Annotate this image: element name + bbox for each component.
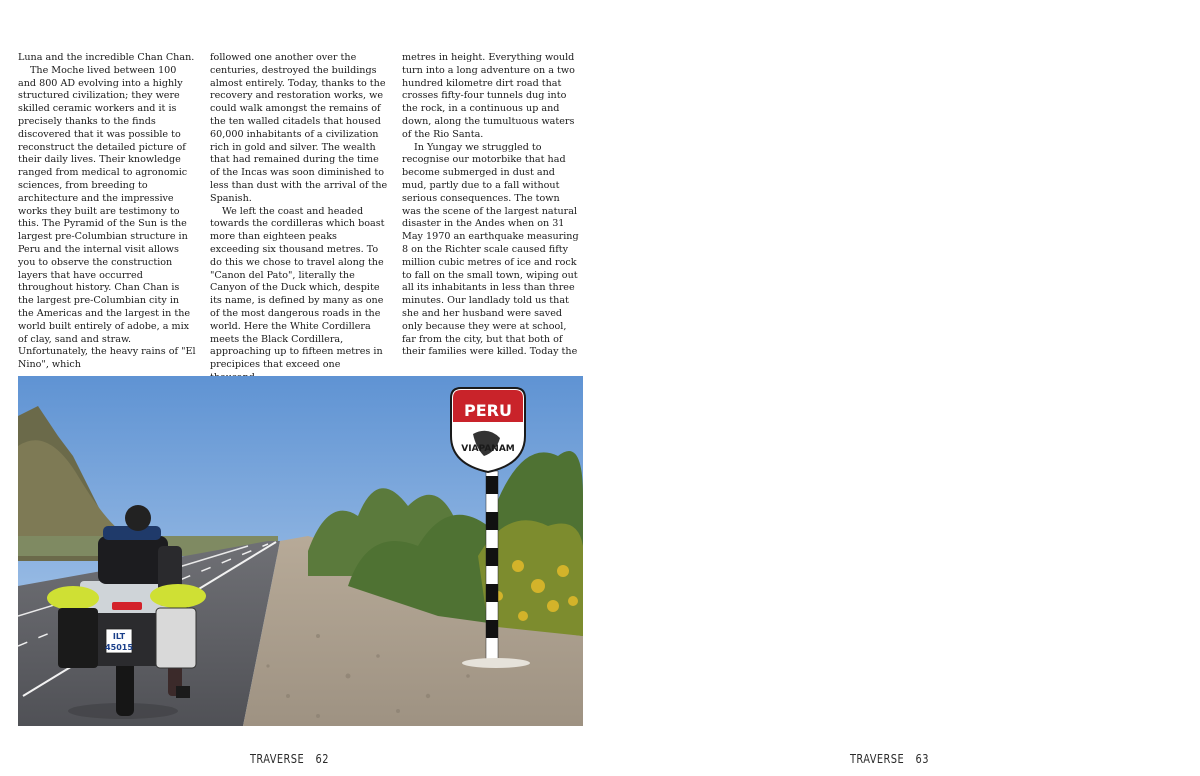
magazine-name: TRAVERSE (850, 752, 905, 766)
sign-top-text: PERU (464, 401, 512, 420)
plate-top-text: ILT (112, 632, 126, 641)
paragraph: The Moche lived between 100 and 800 AD evolving into a highly structured civilization; they were skilled ceramic workers and it is precisely thanks to the finds discovered that it was possible to reconstruct the detailed picture of their daily lives. Their knowledge ranged from medical to agronomic sciences, from breeding to architecture and the impressive works they built are testimony to this. The Pyramid of the Sun is the largest pre-Columbian structure in Peru and the internal visit allows you to observe the construction layers that have occurred throughout history. Chan Chan is the largest pre-Columbian city in the Americas and the largest in the world built entirely of adobe, a mix of clay, sand and straw. Unfortunately, the heavy rains of "El Nino", which (18, 64, 196, 371)
magazine-name: TRAVERSE (250, 752, 305, 766)
text-column-1 (18, 52, 196, 372)
motorbike-roadside-illustration (18, 376, 583, 726)
paragraph: followed one another over the centuries, destroyed the buildings almost entirely. Today, thanks to the recovery and restoration works, we could walk amongst the remains of the ten walled citadels that housed 60,000 inhabitants of a civilization rich in gold and silver. The wealth that had remained during the time of the Incas was soon diminished to less than dust with the arrival of the Spanish. (210, 52, 388, 204)
folio-left (250, 752, 329, 766)
plate-bottom-text: 45015 (105, 643, 133, 652)
page-number: 62 (315, 752, 329, 766)
folio-right (850, 752, 929, 766)
right-page (600, 0, 1200, 776)
sign-bottom-text: VIAPANAM (461, 444, 515, 454)
article-body (18, 52, 584, 371)
motorbike-roadside-photo (18, 376, 583, 726)
page-number: 63 (915, 752, 929, 766)
paragraph: In Yungay we struggled to recognise our motorbike that had become submerged in dust and mud, partly due to a fall without serious consequences. The town was the scene of the largest natural disaster in the Andes when on 31 May 1970 an earthquake measuring 8 on the Richter scale caused fifty million cubic metres of ice and rock to fall on the small town, wiping out all its inhabitants in less than three minutes. Our landlady told us that she and her husband were saved only because they were at school, far from the city, but that both of their families were killed. Today the (402, 141, 579, 358)
paragraph: We left the coast and headed towards the cordilleras which boast more than eighteen peaks exceeding six thousand metres. To do this we chose to travel along the "Canon del Pato", literally the Canyon of the Duck which, despite its name, is defined by many as one of the most dangerous roads in the world. Here the White Cordillera meets the Black Cordillera, approaching up to fifteen metres in precipices that exceed one (210, 205, 385, 371)
text-column-2 (210, 52, 388, 385)
paragraph: metres in height. Everything would turn into a long adventure on a two hundred kilometre dirt road that crosses fifty-four tunnels dug into the rock, in a continuous up and down, along the tumultuous waters of the Rio Santa. (402, 52, 575, 140)
paragraph: Luna and the incredible Chan Chan. (18, 52, 195, 63)
text-column-3 (402, 52, 580, 359)
